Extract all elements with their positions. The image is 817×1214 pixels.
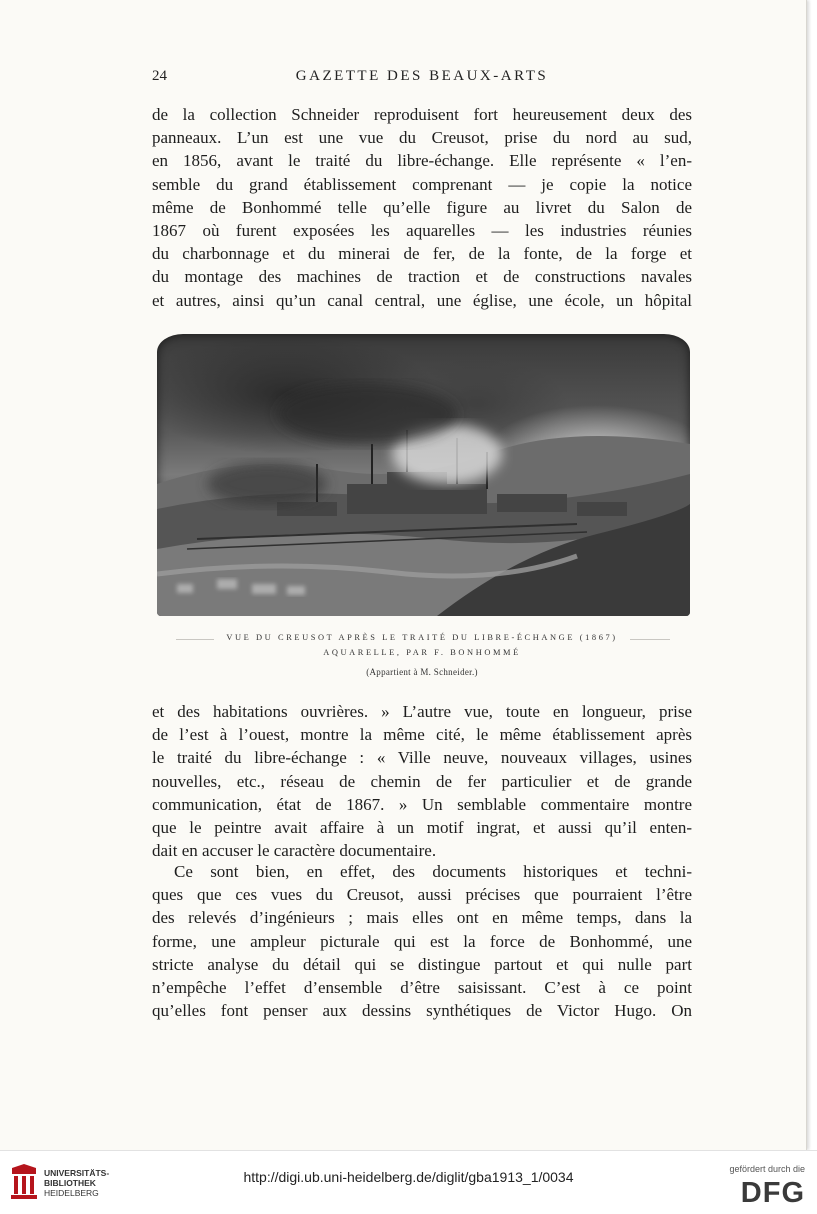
text-line: 1867 où furent exposées les aquarelles — les industries réunies — [152, 221, 692, 241]
permalink-url[interactable]: http://digi.ub.uni-heidelberg.de/diglit/gba1913_1/0034 — [243, 1169, 574, 1185]
library-name-line: UNIVERSITÄTS- — [44, 1168, 110, 1178]
text-line: Ce sont bien, en effet, des documents historiques et techni- — [174, 862, 692, 881]
running-title: GAZETTE DES BEAUX-ARTS — [295, 68, 549, 84]
text-line: qu’elles font penser aux dessins synthétiques de Victor Hugo. On — [152, 1001, 692, 1021]
paragraph-2 — [152, 700, 692, 862]
text-line: que le peintre avait affaire à un motif ingrat, et aussi qu’il enten- — [152, 818, 692, 838]
text-line: des relevés d’ingénieurs ; mais elles ont en même temps, dans la — [152, 908, 692, 928]
library-name-line: BIBLIOTHEK — [44, 1178, 96, 1188]
text-line: du montage des machines de traction et de constructions navales — [152, 267, 692, 287]
funding-note: gefördert durch die — [729, 1164, 805, 1174]
text-line: le traité du libre-échange : « Ville neuve, nouveaux villages, usines — [152, 748, 692, 768]
paragraph-3 — [152, 860, 692, 1022]
text-line: nouvelles, etc., réseau de chemin de fer particulier et de grande — [152, 771, 692, 791]
dfg-logo[interactable]: DFG — [740, 1177, 805, 1209]
text-line: dait en accuser le caractère documentaire. — [152, 841, 437, 861]
industrial-landscape-picture — [157, 334, 690, 616]
text-line: de l’est à l’ouest, montre la même cité, le même établissement après — [152, 725, 692, 745]
figure-caption-medium: AQUARELLE, PAR F. BONHOMMÉ — [323, 648, 521, 657]
text-line: et des habitations ouvrières. » L’autre vue, toute en longueur, prise — [152, 702, 692, 721]
text-line: de la collection Schneider reproduisent fort heureusement deux des — [152, 105, 692, 124]
text-line: panneaux. L’un est une vue du Creusot, prise du nord au sud, — [152, 128, 692, 148]
text-line: semble du grand établissement comprenant — je copie la notice — [152, 174, 692, 194]
text-line: forme, une ampleur picturale qui est la force de Bonhommé, une — [152, 931, 692, 951]
text-line: et autres, ainsi qu’un canal central, une église, une école, un hôpital — [152, 290, 692, 310]
text-line: n’empêche l’effet d’ensemble d’être saisissant. C’est à ce point — [152, 978, 692, 998]
text-line: ques que ces vues du Creusot, aussi précises que pourraient l’être — [152, 885, 692, 905]
text-line: en 1856, avant le traité du libre-échange. Elle représente « l’en- — [152, 151, 692, 171]
text-line: stricte analyse du détail qui se distingue partout et qui nulle part — [152, 954, 692, 974]
page-number: 24 — [152, 68, 167, 84]
figure-caption-owner: (Appartient à M. Schneider.) — [366, 667, 478, 677]
text-line: du charbonnage et du minerai de fer, de la fonte, de la forge et — [152, 244, 692, 264]
library-city-line: HEIDELBERG — [44, 1188, 99, 1198]
engraving-illustration — [157, 334, 690, 616]
figure-caption-title: VUE DU CREUSOT APRÈS LE TRAITÉ DU LIBRE-ÉCHANGE (1867) — [226, 633, 618, 642]
paragraph-1 — [152, 103, 692, 312]
text-line: même de Bonhommé telle qu’elle figure au livret du Salon de — [152, 197, 692, 217]
text-line: communication, état de 1867. » Un semblable commentaire montre — [152, 794, 692, 814]
page-header — [152, 68, 692, 88]
viewer-footer — [0, 1150, 817, 1214]
